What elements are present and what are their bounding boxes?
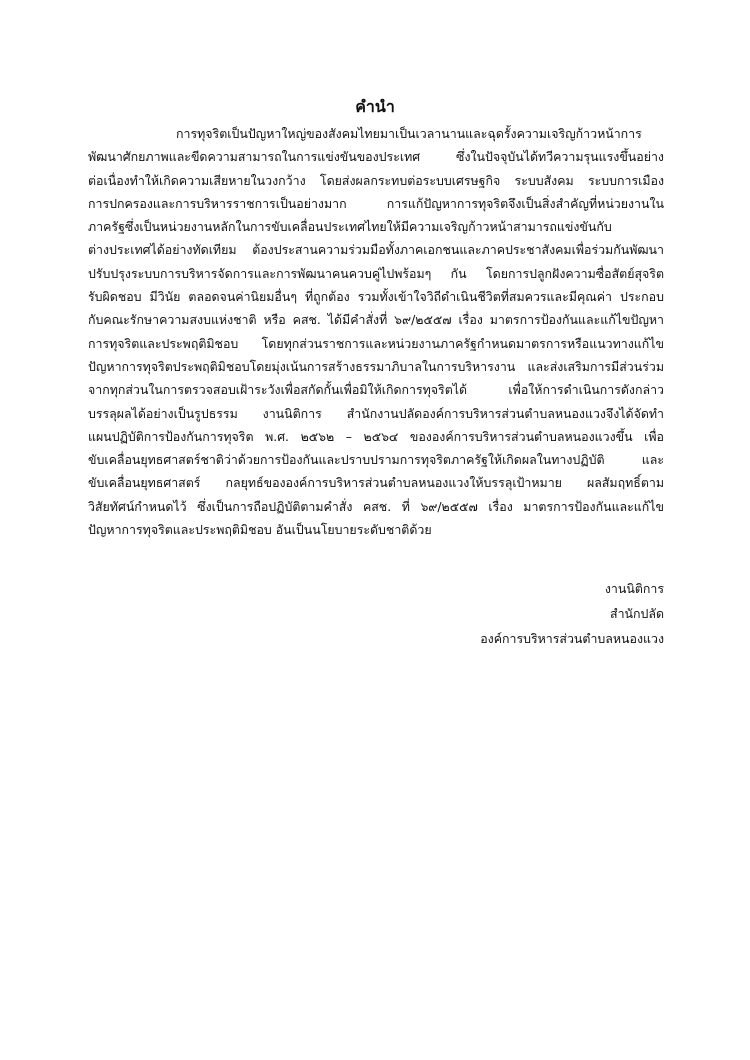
paragraph-line: ภาครัฐซึ่งเป็นหน่วยงานหลักในการขับเคลื่อนประเทศไทยให้มีความเจริญก้าวหน้าสามารถแข่งขันกับ [88, 219, 612, 235]
paragraph-line: ต่างประเทศได้อย่างทัดเทียม ต้องประสานความร่วมมือทั้งภาคเอกชนและภาคประชาสังคมเพื่อร่วมกันพัฒนา [88, 242, 664, 258]
paragraph-line: รับผิดชอบ มีวินัย ตลอดจนค่านิยมอื่นๆ ที่ถูกต้อง รวมทั้งเข้าใจวิถีดำเนินชีวิตที่สมควรและมีคุณค่า ประกอบ [88, 289, 664, 305]
paragraph-line: ขับเคลื่อนยุทธศาสตร์ กลยุทธ์ขององค์การบริหารส่วนตำบลหนองแวงให้บรรลุเป้าหมาย ผลสัมฤทธิ์ตาม [88, 475, 664, 491]
paragraph-line: ปัญหาการทุจริตและประพฤติมิชอบ อันเป็นนโยบายระดับชาติด้วย [88, 522, 432, 538]
paragraph-line: แผนปฏิบัติการป้องกันการทุจริต พ.ศ. ๒๕๖๒ – ๒๕๖๔ ขององค์การบริหารส่วนตำบลหนองแวงขึ้น เพื่อ [88, 428, 664, 444]
paragraph-line: การปกครองและการบริหารราชการเป็นอย่างมาก การแก้ปัญหาการทุจริตจึงเป็นสิ่งสำคัญที่หน่วยงานใน [88, 195, 664, 211]
paragraph-line: กับคณะรักษาความสงบแห่งชาติ หรือ คสช. ได้มีคำสั่งที่ ๖๙/๒๕๕๗ เรื่อง มาตรการป้องกันและแก้ไขปัญหา [88, 312, 664, 328]
paragraph-line: ต่อเนื่องทำให้เกิดความเสียหายในวงกว้าง โดยส่งผลกระทบต่อระบบเศรษฐกิจ ระบบสังคม ระบบการเมือง [88, 172, 664, 188]
signature-unit: งานนิติการ [604, 581, 664, 596]
paragraph-line: พัฒนาศักยภาพและขีดความสามารถในการแข่งขันของประเทศ ซึ่งในปัจจุบันได้ทวีความรุนแรงขึ้นอย่าง [88, 149, 664, 165]
paragraph-line: ปรับปรุงระบบการบริหารจัดการและการพัฒนาคนควบคู่ไปพร้อมๆ กัน โดยการปลูกฝังความซื่อสัตย์สุจริต [88, 265, 664, 281]
paragraph-line: วิสัยทัศน์กำหนดไว้ ซึ่งเป็นการถือปฏิบัติตามคำสั่ง คสช. ที่ ๖๙/๒๕๕๗ เรื่อง มาตรการป้องกันและแก้ไข [88, 498, 664, 514]
signature-organization: องค์การบริหารส่วนตำบลหนองแวง [480, 631, 664, 646]
paragraph-line: ปัญหาการทุจริตประพฤติมิชอบโดยมุ่งเน้นการสร้างธรรมาภิบาลในการบริหารงาน และส่งเสริมการมีส่วนร่วม [88, 358, 664, 374]
paragraph-line: บรรลุผลได้อย่างเป็นรูปธรรม งานนิติการ สำนักงานปลัดองค์การบริหารส่วนตำบลหนองแวงจึงได้จัดทำ [88, 405, 664, 421]
paragraph-line: การทุจริตและประพฤติมิชอบ โดยทุกส่วนราชการและหน่วยงานภาครัฐกำหนดมาตรการหรือแนวทางแก้ไข [88, 335, 664, 351]
document-title: คำนำ [355, 97, 395, 116]
signature-office: สำนักปลัด [610, 606, 664, 621]
signature-block [480, 576, 664, 651]
paragraph-line: ขับเคลื่อนยุทธศาสตร์ชาติว่าด้วยการป้องกันและปราบปรามการทุจริตภาครัฐให้เกิดผลในทางปฏิบัติ และ [88, 452, 664, 468]
preface-paragraph [88, 122, 664, 541]
paragraph-line: จากทุกส่วนในการตรวจสอบเฝ้าระวังเพื่อสกัดกั้นเพื่อมิให้เกิดการทุจริตได้ เพื่อให้การดำเนินการดังกล่าว [88, 382, 664, 398]
paragraph-line: การทุจริตเป็นปัญหาใหญ่ของสังคมไทยมาเป็นเวลานานและฉุดรั้งความเจริญก้าวหน้าการ [176, 126, 642, 141]
